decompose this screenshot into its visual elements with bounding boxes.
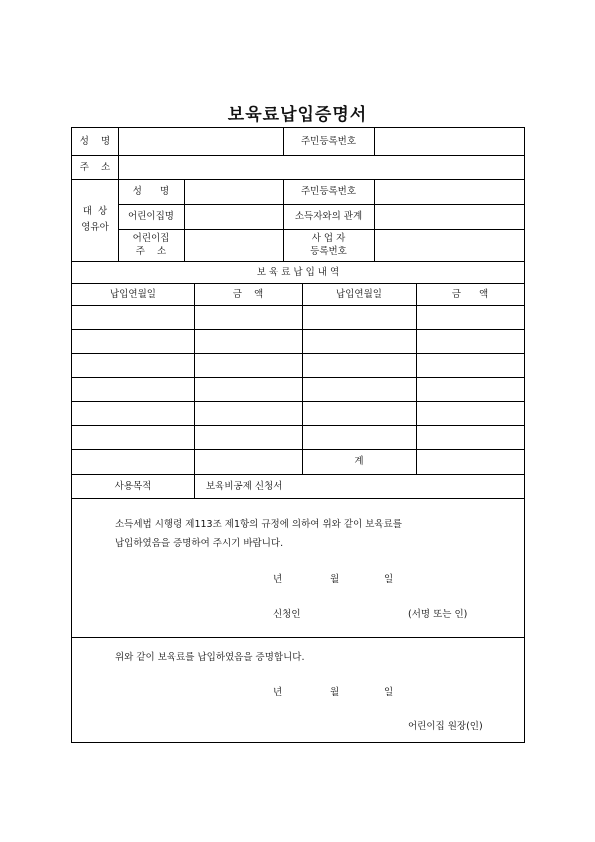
request-month: 월 xyxy=(330,574,340,585)
request-day: 일 xyxy=(384,574,394,585)
request-year: 년 xyxy=(273,574,283,585)
request-text-line2: 납입하였음을 증명하여 주시기 바랍니다. xyxy=(115,538,284,549)
row-divider xyxy=(72,401,524,402)
certificate-form xyxy=(71,127,525,743)
purpose-label: 사용목적 xyxy=(114,480,152,492)
sign-label: (서명 또는 인) xyxy=(408,609,468,620)
payment-header-amount-1: 금 액 xyxy=(232,288,264,300)
col-divider xyxy=(194,283,195,498)
certify-month: 월 xyxy=(330,687,340,698)
row-divider xyxy=(72,155,524,156)
row-divider xyxy=(72,377,524,378)
payment-header-amount-2: 금 액 xyxy=(451,288,489,300)
col-divider xyxy=(374,128,375,155)
name-label: 성 명 xyxy=(79,136,111,147)
col-divider xyxy=(416,283,417,474)
col-divider xyxy=(374,179,375,261)
row-divider xyxy=(72,305,524,306)
row-divider xyxy=(72,498,524,499)
address-label: 주 소 xyxy=(79,161,111,173)
infant-label: 대 상 영유아 xyxy=(81,206,109,233)
infant-name-label: 성 명 xyxy=(132,186,170,197)
relation-label: 소득자와의 관계 xyxy=(294,211,363,222)
request-text-line1: 소득세법 시행령 제113조 제1항의 규정에 의하여 위와 같이 보육료를 xyxy=(115,519,402,530)
col-divider xyxy=(184,179,185,261)
row-divider xyxy=(72,449,524,450)
total-label: 계 xyxy=(354,456,364,467)
payment-header-date-1: 납입연월일 xyxy=(110,288,156,300)
row-divider xyxy=(72,329,524,330)
infant-rrn-label: 주민등록번호 xyxy=(300,186,357,197)
certify-text: 위와 같이 보육료를 납입하였음을 증명합니다. xyxy=(115,652,305,663)
daycare-name-label: 어린이집명 xyxy=(128,211,174,222)
rrn-label: 주민등록번호 xyxy=(300,136,357,147)
payment-header-date-2: 납입연월일 xyxy=(336,288,382,300)
daycare-address-label: 어린이집 주 소 xyxy=(132,233,170,257)
applicant-label: 신청인 xyxy=(273,609,301,620)
payment-section-title: 보 육 료 납 입 내 역 xyxy=(256,266,340,278)
purpose-value: 보육비공제 신청서 xyxy=(206,481,283,492)
row-divider xyxy=(72,425,524,426)
col-divider xyxy=(302,283,303,474)
director-label: 어린이집 원장(인) xyxy=(408,721,483,732)
row-divider xyxy=(72,353,524,354)
document-title: 보육료납입증명서 xyxy=(227,105,368,125)
certify-year: 년 xyxy=(273,687,283,698)
row-divider xyxy=(72,637,524,638)
certify-day: 일 xyxy=(384,687,394,698)
bizno-label: 사 업 자 등록번호 xyxy=(310,233,347,257)
